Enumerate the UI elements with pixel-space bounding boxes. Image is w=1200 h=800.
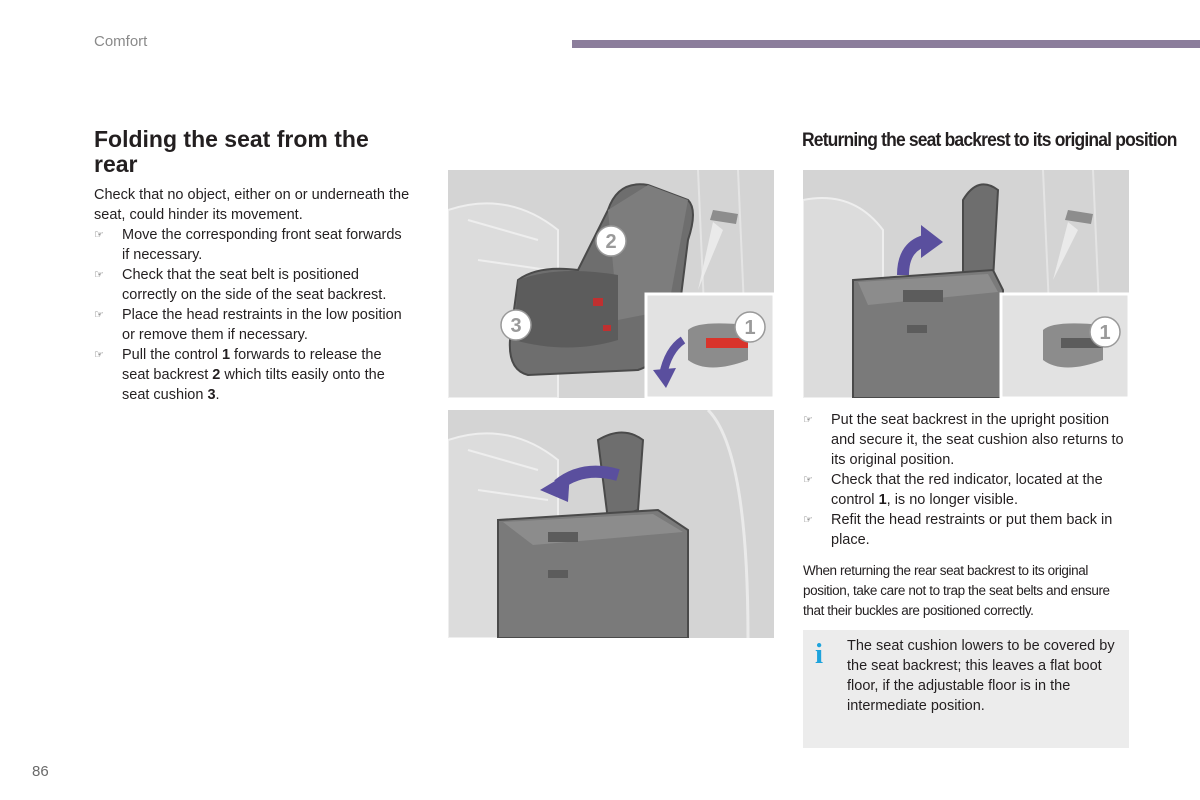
svg-text:3: 3 — [510, 315, 522, 337]
reference-number: 2 — [212, 367, 221, 383]
step-item — [803, 510, 1133, 550]
pointing-hand-icon: ☞ — [803, 414, 813, 426]
svg-text:2: 2 — [605, 231, 617, 253]
right-steps-list — [803, 410, 1133, 550]
svg-text:1: 1 — [1099, 322, 1111, 344]
step-text: Place the head restraints in the low position or remove them if necessary. — [122, 307, 402, 343]
pointing-hand-icon: ☞ — [94, 349, 104, 361]
reference-number: 1 — [878, 492, 887, 508]
info-text: The seat cushion lowers to be covered by the seat backrest; this leaves a flat boot floor, if the adjustable floor is in the intermediate position. — [847, 638, 1115, 714]
step-text: forwards to release the seat backrest — [122, 347, 382, 383]
seat-returning-illustration — [803, 170, 1129, 398]
page-number: 86 — [32, 763, 49, 780]
step-text: Put the seat backrest in the upright position and secure it, the seat cushion also returns to its original position. — [831, 412, 1124, 468]
right-section-title: Returning the seat backrest to its original position — [802, 130, 1177, 151]
reference-number: 3 — [207, 387, 216, 403]
warning-text: When returning the rear seat backrest to its original position, take care not to trap the seat belts and ensure that their buckles are positioned correctly. — [803, 563, 1110, 618]
pointing-hand-icon: ☞ — [803, 514, 813, 526]
step-item — [94, 305, 412, 345]
left-section-title: Folding the seat from the rear — [94, 126, 369, 177]
svg-text:1: 1 — [744, 317, 756, 339]
step-text: which tilts easily onto the seat cushion — [122, 367, 385, 403]
pointing-hand-icon: ☞ — [803, 474, 813, 486]
header-accent-bar — [572, 40, 1200, 48]
step-item — [94, 225, 412, 265]
step-item — [94, 345, 412, 405]
step-text: Move the corresponding front seat forwards if necessary. — [122, 227, 402, 263]
step-text: Check that the red indicator, located at the control — [831, 472, 1103, 508]
step-item — [803, 470, 1133, 510]
pointing-hand-icon: ☞ — [94, 269, 104, 281]
left-intro-text: Check that no object, either on or underneath the seat, could hinder its movement. — [94, 187, 410, 223]
seat-folded-illustration — [448, 410, 774, 638]
info-box — [803, 630, 1129, 748]
step-text: , is no longer visible. — [886, 492, 1019, 508]
step-item — [803, 410, 1133, 470]
step-text: . — [215, 387, 220, 403]
step-text: Pull the control — [122, 347, 222, 363]
information-icon: i — [815, 638, 824, 670]
pointing-hand-icon: ☞ — [94, 309, 104, 321]
pointing-hand-icon: ☞ — [94, 229, 104, 241]
callout-badge-1 — [735, 312, 765, 342]
section-label: Comfort — [94, 33, 148, 50]
callout-badge-2 — [596, 226, 626, 256]
seat-unfolded-illustration — [448, 170, 774, 398]
step-text: Refit the head restraints or put them back in place. — [831, 512, 1113, 548]
step-item — [94, 265, 412, 305]
reference-number: 1 — [221, 347, 231, 363]
callout-badge-3 — [501, 310, 531, 340]
callout-badge-1 — [1090, 317, 1120, 347]
step-text: Check that the seat belt is positioned correctly on the side of the seat backrest. — [122, 267, 387, 303]
left-steps-list — [94, 225, 412, 405]
